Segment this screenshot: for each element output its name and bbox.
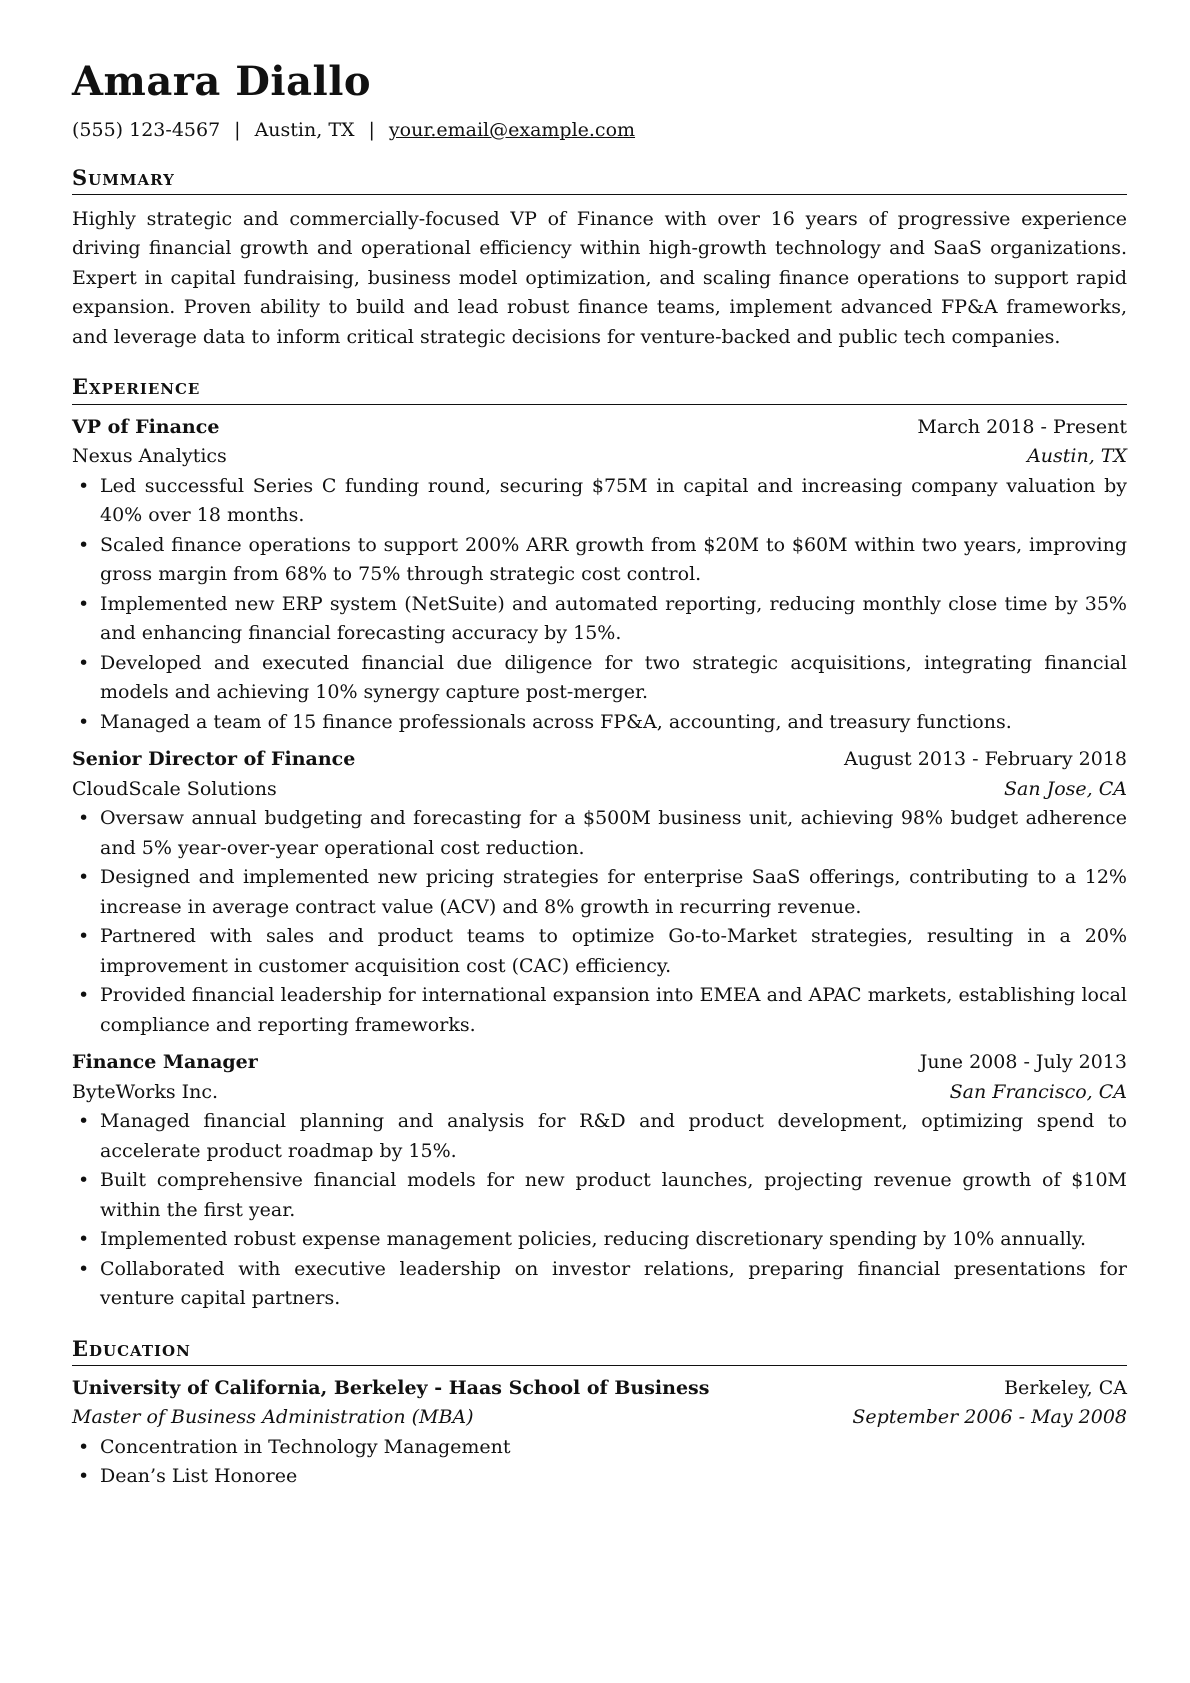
bullet-item: • Managed a team of 15 finance professionals across FP&A, accounting, and treasury functions. (72, 708, 1127, 738)
job-header (72, 745, 1127, 775)
school-location: Berkeley, CA (1004, 1376, 1127, 1399)
job-header (72, 1048, 1127, 1078)
job-header (72, 413, 1127, 443)
job-title: Finance Manager (72, 1051, 258, 1074)
bullet-item: • Implemented new ERP system (NetSuite) and automated reporting, reducing monthly close time by 35% and enhancing financial forecasting accuracy by 15%. (72, 590, 1127, 649)
job-dates: March 2018 - Present (917, 415, 1127, 438)
bullet-item: • Built comprehensive financial models for new product launches, projecting revenue growth of $10M within the first year. (72, 1166, 1127, 1225)
job-location: Austin, TX (1027, 445, 1127, 468)
bullet-item: • Oversaw annual budgeting and forecasting for a $500M business unit, achieving 98% budget adherence and 5% year-over-year operational cost reduction. (72, 804, 1127, 863)
company-name: CloudScale Solutions (72, 777, 277, 800)
bullet-item: • Scaled finance operations to support 200% ARR growth from $20M to $60M within two years, improving gross margin from 68% to 75% through strategic cost control. (72, 531, 1127, 590)
bullet-item: • Collaborated with executive leadership on investor relations, preparing financial presentations for venture capital partners. (72, 1255, 1127, 1314)
job-subheader (72, 775, 1127, 805)
bullet-item: • Developed and executed financial due diligence for two strategic acquisitions, integrating financial models and achieving 10% synergy capture post-merger. (72, 649, 1127, 708)
contact-separator: | (234, 119, 241, 141)
bullet-item: • Designed and implemented new pricing strategies for enterprise SaaS offerings, contributing to a 12% increase in average contract value (ACV) and 8% growth in recurring revenue. (72, 863, 1127, 922)
education-dates: September 2006 - May 2008 (852, 1406, 1127, 1429)
job-title: Senior Director of Finance (72, 748, 356, 771)
section-title-education: Education (72, 1336, 1127, 1366)
degree: Master of Business Administration (MBA) (72, 1406, 474, 1429)
job-dates: August 2013 - February 2018 (843, 748, 1127, 771)
job-subheader (72, 442, 1127, 472)
bullet-item: • Dean’s List Honoree (72, 1462, 1127, 1492)
section-title-summary: Summary (72, 165, 1127, 195)
job-location: San Jose, CA (1003, 777, 1127, 800)
bullet-item: • Partnered with sales and product teams to optimize Go-to-Market strategies, resulting in a 20% improvement in customer acquisition cost (CAC) efficiency. (72, 922, 1127, 981)
phone-number: (555) 123-4567 (72, 119, 221, 141)
bullet-item: • Led successful Series C funding round, securing $75M in capital and increasing company valuation by 40% over 18 months. (72, 472, 1127, 531)
contact-line (72, 118, 1127, 143)
company-name: ByteWorks Inc. (72, 1080, 219, 1103)
education-subheader (72, 1403, 1127, 1433)
summary-text: Highly strategic and commercially-focused VP of Finance with over 16 years of progressive experience driving financial growth and operational efficiency within high-growth technology and SaaS organizations. Expert in capital fundraising, business model optimization, and scaling finance operations to support rapid expansion. Proven ability to build and lead robust finance teams, implement advanced FP&A frameworks, and leverage data to inform critical strategic decisions for venture-backed and public tech companies. (72, 207, 1127, 348)
bullet-item: • Concentration in Technology Management (72, 1433, 1127, 1463)
job-entry (72, 1048, 1127, 1314)
section-title-experience: Experience (72, 374, 1127, 404)
bullet-item: • Implemented robust expense management policies, reducing discretionary spending by 10% annually. (72, 1225, 1127, 1255)
education-bullets (72, 1433, 1127, 1492)
job-location: San Francisco, CA (949, 1080, 1127, 1103)
job-title: VP of Finance (72, 415, 220, 438)
location: Austin, TX (254, 119, 355, 141)
job-bullets (72, 804, 1127, 1040)
school-name: University of California, Berkeley - Haas School of Business (72, 1376, 710, 1399)
bullet-item: • Provided financial leadership for international expansion into EMEA and APAC markets, establishing local compliance and reporting frameworks. (72, 981, 1127, 1040)
job-bullets (72, 1107, 1127, 1314)
email-link[interactable]: your.email@example.com (388, 119, 636, 141)
education-header (72, 1374, 1127, 1404)
bullet-item: • Managed financial planning and analysis for R&D and product development, optimizing spend to accelerate product roadmap by 15%. (72, 1107, 1127, 1166)
contact-separator: | (368, 119, 375, 141)
education-entry (72, 1374, 1127, 1492)
job-bullets (72, 472, 1127, 738)
job-dates: June 2008 - July 2013 (919, 1051, 1127, 1074)
resume-page (72, 60, 1127, 1492)
candidate-name: Amara Diallo (72, 58, 372, 105)
job-entry (72, 745, 1127, 1040)
job-subheader (72, 1078, 1127, 1108)
job-entry (72, 413, 1127, 738)
company-name: Nexus Analytics (72, 445, 227, 468)
